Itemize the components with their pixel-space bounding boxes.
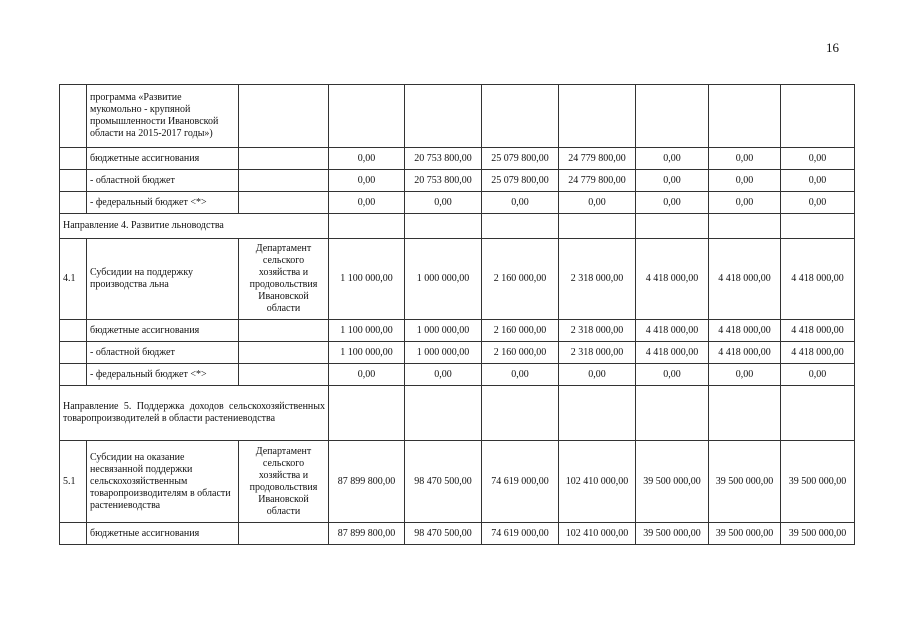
table-row <box>60 441 855 523</box>
amount-cell: 24 779 800,00 <box>559 148 636 170</box>
item-name: программа «Развитие мукомольно - крупяной промышленности Ивановской области на 2015-2017 годы») <box>87 85 239 148</box>
amount-cell: 4 418 000,00 <box>636 342 709 364</box>
amount-cell <box>559 85 636 148</box>
amount-cell <box>329 214 405 239</box>
amount-cell: 102 410 000,00 <box>559 523 636 545</box>
table-row <box>60 364 855 386</box>
item-name: бюджетные ассигнования <box>87 523 239 545</box>
item-code <box>60 320 87 342</box>
executor: Департамент сельского хозяйства и продовольствия Ивановской области <box>239 239 329 320</box>
amount-cell <box>781 214 855 239</box>
direction-title: Направление 4. Развитие льноводства <box>60 214 329 239</box>
amount-cell: 1 100 000,00 <box>329 342 405 364</box>
amount-cell: 0,00 <box>482 364 559 386</box>
amount-cell: 0,00 <box>329 148 405 170</box>
amount-cell: 2 318 000,00 <box>559 239 636 320</box>
table-row <box>60 148 855 170</box>
executor <box>239 170 329 192</box>
amount-cell: 2 160 000,00 <box>482 320 559 342</box>
item-name: бюджетные ассигнования <box>87 148 239 170</box>
amount-cell: 0,00 <box>405 364 482 386</box>
amount-cell <box>636 386 709 441</box>
amount-cell: 0,00 <box>709 148 781 170</box>
item-name: - федеральный бюджет <*> <box>87 364 239 386</box>
executor <box>239 85 329 148</box>
amount-cell: 39 500 000,00 <box>636 523 709 545</box>
amount-cell <box>781 85 855 148</box>
amount-cell <box>482 85 559 148</box>
amount-cell: 1 000 000,00 <box>405 239 482 320</box>
amount-cell: 39 500 000,00 <box>781 523 855 545</box>
amount-cell: 4 418 000,00 <box>636 320 709 342</box>
amount-cell: 0,00 <box>781 192 855 214</box>
amount-cell: 20 753 800,00 <box>405 170 482 192</box>
executor <box>239 320 329 342</box>
item-code <box>60 523 87 545</box>
amount-cell: 0,00 <box>709 364 781 386</box>
item-code: 4.1 <box>60 239 87 320</box>
amount-cell: 2 160 000,00 <box>482 239 559 320</box>
amount-cell: 4 418 000,00 <box>781 342 855 364</box>
amount-cell: 2 160 000,00 <box>482 342 559 364</box>
amount-cell: 4 418 000,00 <box>636 239 709 320</box>
amount-cell: 24 779 800,00 <box>559 170 636 192</box>
item-name: Субсидии на поддержку производства льна <box>87 239 239 320</box>
amount-cell: 39 500 000,00 <box>781 441 855 523</box>
amount-cell <box>559 386 636 441</box>
item-name: - областной бюджет <box>87 170 239 192</box>
executor <box>239 148 329 170</box>
page-number: 16 <box>826 40 839 55</box>
item-code <box>60 364 87 386</box>
amount-cell: 0,00 <box>636 364 709 386</box>
direction-title: Направление 5. Поддержка доходов сельскохозяйственных товаропроизводителей в области растениеводства <box>60 386 329 441</box>
amount-cell: 0,00 <box>329 192 405 214</box>
amount-cell: 0,00 <box>559 192 636 214</box>
amount-cell <box>482 214 559 239</box>
amount-cell: 2 318 000,00 <box>559 342 636 364</box>
executor <box>239 364 329 386</box>
item-code <box>60 342 87 364</box>
amount-cell: 4 418 000,00 <box>709 342 781 364</box>
amount-cell <box>709 85 781 148</box>
item-code <box>60 148 87 170</box>
executor: Департамент сельского хозяйства и продовольствия Ивановской области <box>239 441 329 523</box>
table-row <box>60 192 855 214</box>
item-code <box>60 85 87 148</box>
amount-cell: 0,00 <box>781 170 855 192</box>
item-name: - областной бюджет <box>87 342 239 364</box>
table-row <box>60 523 855 545</box>
amount-cell <box>405 214 482 239</box>
amount-cell <box>329 386 405 441</box>
amount-cell: 87 899 800,00 <box>329 523 405 545</box>
amount-cell: 0,00 <box>781 148 855 170</box>
item-code: 5.1 <box>60 441 87 523</box>
executor <box>239 342 329 364</box>
amount-cell: 74 619 000,00 <box>482 523 559 545</box>
amount-cell: 39 500 000,00 <box>636 441 709 523</box>
amount-cell: 102 410 000,00 <box>559 441 636 523</box>
item-name: - федеральный бюджет <*> <box>87 192 239 214</box>
amount-cell: 0,00 <box>405 192 482 214</box>
table-row <box>60 320 855 342</box>
item-name: бюджетные ассигнования <box>87 320 239 342</box>
item-code <box>60 170 87 192</box>
amount-cell: 0,00 <box>636 192 709 214</box>
amount-cell: 0,00 <box>482 192 559 214</box>
amount-cell: 1 000 000,00 <box>405 320 482 342</box>
amount-cell: 0,00 <box>559 364 636 386</box>
amount-cell <box>482 386 559 441</box>
amount-cell: 4 418 000,00 <box>781 320 855 342</box>
amount-cell: 98 470 500,00 <box>405 523 482 545</box>
amount-cell: 4 418 000,00 <box>709 320 781 342</box>
amount-cell: 4 418 000,00 <box>709 239 781 320</box>
amount-cell: 74 619 000,00 <box>482 441 559 523</box>
budget-table <box>59 84 855 545</box>
amount-cell <box>405 386 482 441</box>
amount-cell <box>709 214 781 239</box>
table-row <box>60 85 855 148</box>
amount-cell: 0,00 <box>636 148 709 170</box>
amount-cell: 87 899 800,00 <box>329 441 405 523</box>
amount-cell: 0,00 <box>781 364 855 386</box>
table-row <box>60 239 855 320</box>
amount-cell: 39 500 000,00 <box>709 441 781 523</box>
direction-row <box>60 214 855 239</box>
amount-cell: 0,00 <box>329 170 405 192</box>
amount-cell: 2 318 000,00 <box>559 320 636 342</box>
executor <box>239 523 329 545</box>
amount-cell: 0,00 <box>709 170 781 192</box>
amount-cell <box>709 386 781 441</box>
amount-cell: 39 500 000,00 <box>709 523 781 545</box>
amount-cell: 1 000 000,00 <box>405 342 482 364</box>
amount-cell: 1 100 000,00 <box>329 320 405 342</box>
amount-cell: 1 100 000,00 <box>329 239 405 320</box>
amount-cell <box>329 85 405 148</box>
amount-cell: 0,00 <box>709 192 781 214</box>
amount-cell: 25 079 800,00 <box>482 148 559 170</box>
amount-cell <box>636 214 709 239</box>
amount-cell: 4 418 000,00 <box>781 239 855 320</box>
item-code <box>60 192 87 214</box>
amount-cell: 0,00 <box>636 170 709 192</box>
item-name: Субсидии на оказание несвязанной поддержки сельскохозяйственным товаропроизводителям в области растениеводства <box>87 441 239 523</box>
direction-row <box>60 386 855 441</box>
table-row <box>60 342 855 364</box>
amount-cell <box>405 85 482 148</box>
amount-cell: 98 470 500,00 <box>405 441 482 523</box>
amount-cell <box>636 85 709 148</box>
amount-cell <box>559 214 636 239</box>
executor <box>239 192 329 214</box>
amount-cell: 25 079 800,00 <box>482 170 559 192</box>
amount-cell <box>781 386 855 441</box>
amount-cell: 0,00 <box>329 364 405 386</box>
amount-cell: 20 753 800,00 <box>405 148 482 170</box>
table-row <box>60 170 855 192</box>
